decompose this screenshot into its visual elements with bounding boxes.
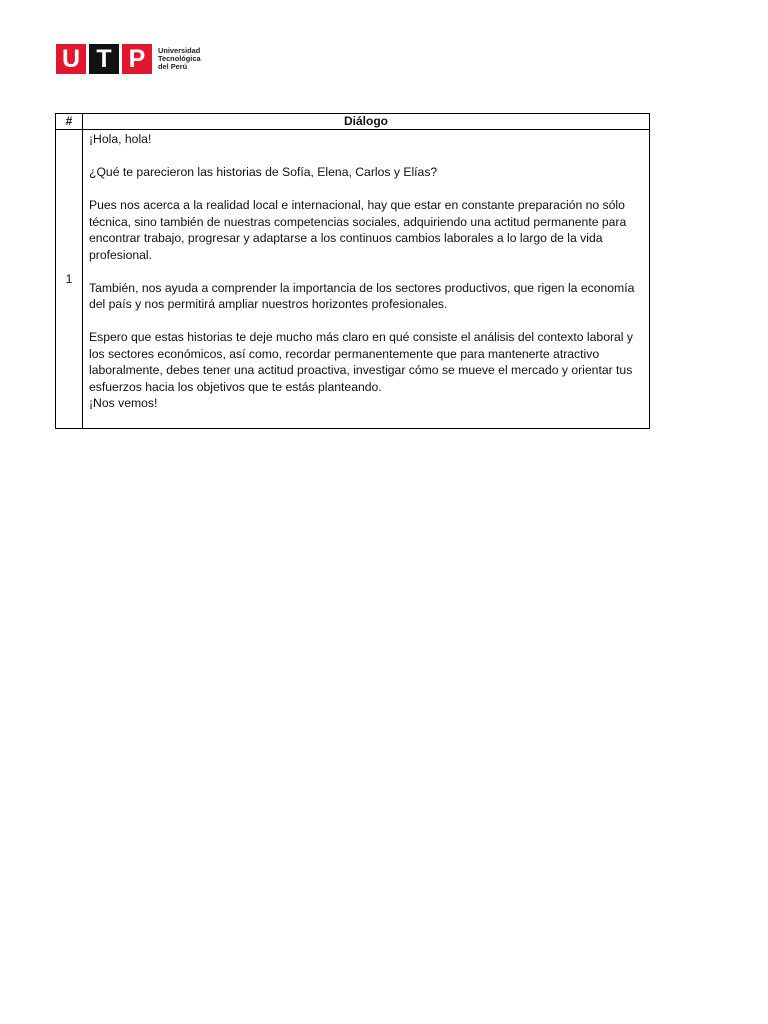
dialog-question: ¿Qué te parecieron las historias de Sofía, Elena, Carlos y Elías? xyxy=(89,165,438,179)
utp-logo xyxy=(56,44,201,74)
table-header-row xyxy=(56,114,650,130)
column-header-number: # xyxy=(56,114,83,130)
column-header-dialog: Diálogo xyxy=(83,114,650,130)
logo-letter-u: U xyxy=(56,44,86,74)
row-number: 1 xyxy=(56,130,83,429)
logo-letter-p: P xyxy=(122,44,152,74)
logo-text-line-1: Universidad xyxy=(158,46,201,55)
table-row xyxy=(56,130,650,429)
logo-letter-t: T xyxy=(89,44,119,74)
dialog-paragraph-analysis: Espero que estas historias te deje mucho más claro en qué consiste el análisis del contexto laboral y los sectores económicos, así como, recordar permanentemente que para mantenerte atractivo laboralmente, debes tener una actitud proactiva, investigar cómo se mueve el mercado y orientar tus esfuerzos hacia los objetivos que te estás planteando. xyxy=(89,330,633,394)
logo-text-line-3: del Perú xyxy=(158,62,188,71)
dialog-farewell: ¡Nos vemos! xyxy=(89,396,158,410)
dialog-cell xyxy=(83,130,650,429)
dialog-paragraph-preparation: Pues nos acerca a la realidad local e internacional, hay que estar en constante preparación no sólo técnica, sino también de nuestras competencias sociales, adquiriendo una actitud permanente para encontrar trabajo, progresar y adaptarse a los continuos cambios laborales a lo largo de la vida profesional. xyxy=(89,198,627,262)
dialog-paragraph-sectors: También, nos ayuda a comprender la importancia de los sectores productivos, que rigen la economía del país y nos permitirá ampliar nuestros horizontes profesionales. xyxy=(89,280,635,311)
logo-text xyxy=(158,47,201,71)
dialog-greeting: ¡Hola, hola! xyxy=(89,132,152,146)
logo-text-line-2: Tecnológica xyxy=(158,54,201,63)
dialog-table xyxy=(55,113,650,429)
